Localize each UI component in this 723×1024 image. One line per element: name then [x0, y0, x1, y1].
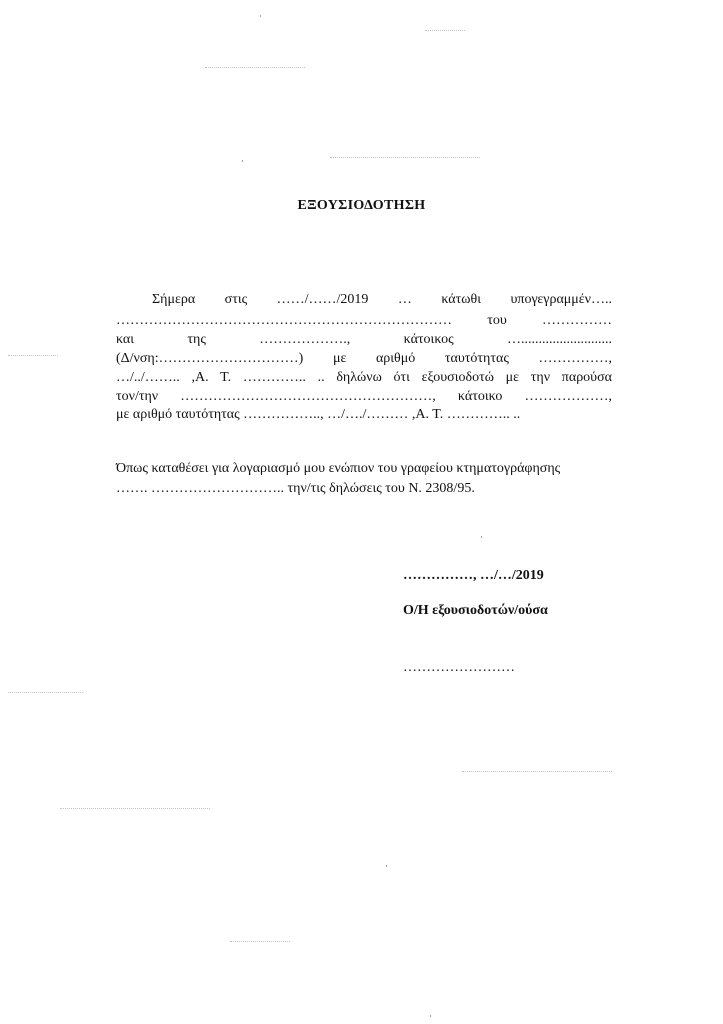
body-line-1: Σήμερα στις ……/……/2019 … κάτωθι υπογεγραμμέν….. — [152, 292, 612, 307]
document-title: ΕΞΟΥΣΙΟΔΟΤΗΣΗ — [297, 198, 426, 213]
scan-artifact — [430, 1015, 431, 1017]
scan-artifact — [462, 771, 612, 773]
scan-artifact — [260, 15, 261, 17]
scan-artifact — [8, 692, 83, 694]
body-line-7: με αριθμό ταυτότητας …………….., …/…./……… ,Α. Τ. ………….. .. — [116, 407, 521, 422]
purpose-line-1: Όπως καταθέσει για λογαριασμό μου ενώπιον του γραφείου κτηματογράφησης — [116, 461, 561, 476]
scan-artifact — [230, 941, 290, 943]
scan-artifact — [60, 808, 210, 810]
scan-artifact — [386, 865, 387, 867]
scan-artifact — [205, 67, 305, 69]
body-line-3: και της ………………., κάτοικος ….......................... — [116, 332, 612, 347]
scan-artifact — [330, 157, 480, 159]
scan-artifact — [8, 355, 58, 357]
signature-line: …………………… — [403, 660, 515, 675]
scan-artifact — [425, 30, 465, 32]
body-line-5: …/../…….. ,Α. Τ. ………….. .. δηλώνω ότι εξουσιοδοτώ με την παρούσα — [116, 370, 612, 385]
signature-role: Ο/Η εξουσιοδοτών/ούσα — [403, 603, 548, 618]
scan-artifact — [242, 160, 243, 162]
signature-date: ……………, …/…/2019 — [403, 568, 544, 583]
body-line-2: ……………………………………………………………… του …………… — [116, 313, 612, 328]
body-line-4: (Δ/νση:…………………………) με αριθμό ταυτότητας ……………, — [116, 351, 612, 366]
scan-artifact — [481, 536, 482, 538]
purpose-line-2: ……. ……………………….. την/τις δηλώσεις του Ν. 2308/95. — [116, 481, 475, 496]
body-line-6: τον/την ………………………………………………, κάτοικο ………………, — [116, 389, 612, 404]
